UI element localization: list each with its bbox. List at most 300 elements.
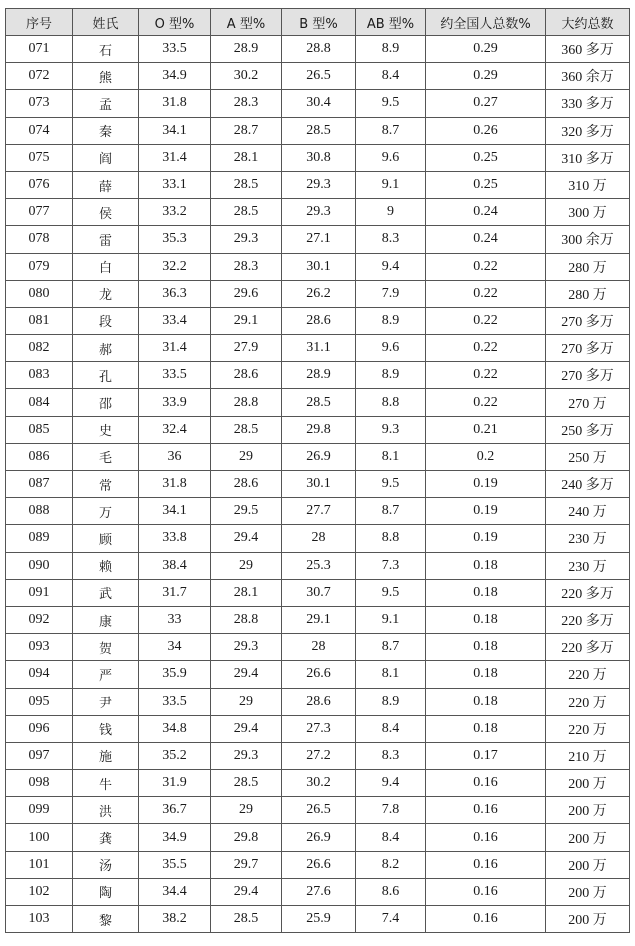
cell-surname: 白: [73, 253, 139, 280]
table-row: [6, 335, 630, 362]
cell-surname: 毛: [73, 443, 139, 470]
cell-type-b: 27.6: [282, 878, 356, 905]
cell-surname: 秦: [73, 117, 139, 144]
cell-population-percent: 0.16: [426, 878, 546, 905]
table-row: [6, 715, 630, 742]
cell-population-percent: 0.26: [426, 117, 546, 144]
table-row: [6, 878, 630, 905]
table-row: [6, 661, 630, 688]
blood-type-table: [5, 8, 630, 933]
cell-type-a: 28.1: [211, 579, 282, 606]
cell-surname: 陶: [73, 878, 139, 905]
cell-surname: 顾: [73, 525, 139, 552]
table-row: [6, 362, 630, 389]
cell-approx-total: 270 多万: [546, 335, 630, 362]
cell-type-b: 30.7: [282, 579, 356, 606]
cell-type-a: 28.7: [211, 117, 282, 144]
header-type-o: O 型%: [139, 9, 211, 36]
cell-index: 100: [6, 824, 73, 851]
cell-type-a: 29.3: [211, 634, 282, 661]
cell-surname: 黎: [73, 906, 139, 933]
cell-type-ab: 8.1: [356, 661, 426, 688]
cell-type-o: 33: [139, 606, 211, 633]
cell-index: 085: [6, 416, 73, 443]
cell-type-ab: 9: [356, 199, 426, 226]
cell-type-b: 28.6: [282, 688, 356, 715]
cell-surname: 武: [73, 579, 139, 606]
cell-type-a: 28.6: [211, 471, 282, 498]
cell-type-a: 29: [211, 443, 282, 470]
cell-type-o: 36.3: [139, 280, 211, 307]
cell-index: 080: [6, 280, 73, 307]
cell-approx-total: 200 万: [546, 770, 630, 797]
table-row: [6, 117, 630, 144]
cell-surname: 施: [73, 742, 139, 769]
cell-population-percent: 0.25: [426, 144, 546, 171]
cell-population-percent: 0.22: [426, 335, 546, 362]
cell-type-o: 33.5: [139, 688, 211, 715]
header-index: 序号: [6, 9, 73, 36]
cell-population-percent: 0.16: [426, 797, 546, 824]
cell-type-ab: 8.3: [356, 226, 426, 253]
cell-type-o: 34.9: [139, 63, 211, 90]
cell-approx-total: 220 万: [546, 688, 630, 715]
cell-type-ab: 9.3: [356, 416, 426, 443]
table-row: [6, 171, 630, 198]
cell-population-percent: 0.18: [426, 634, 546, 661]
cell-population-percent: 0.24: [426, 199, 546, 226]
cell-type-o: 31.7: [139, 579, 211, 606]
cell-type-o: 33.9: [139, 389, 211, 416]
cell-surname: 郝: [73, 335, 139, 362]
cell-population-percent: 0.18: [426, 606, 546, 633]
cell-approx-total: 330 多万: [546, 90, 630, 117]
cell-population-percent: 0.24: [426, 226, 546, 253]
cell-population-percent: 0.27: [426, 90, 546, 117]
cell-approx-total: 240 万: [546, 498, 630, 525]
table-row: [6, 280, 630, 307]
cell-type-a: 28.5: [211, 770, 282, 797]
table-header-row: [6, 9, 630, 36]
cell-type-o: 33.5: [139, 362, 211, 389]
cell-type-ab: 8.1: [356, 443, 426, 470]
cell-type-ab: 8.6: [356, 878, 426, 905]
table-row: [6, 144, 630, 171]
cell-index: 071: [6, 36, 73, 63]
cell-index: 094: [6, 661, 73, 688]
cell-type-a: 28.8: [211, 606, 282, 633]
table-row: [6, 226, 630, 253]
cell-type-ab: 9.1: [356, 171, 426, 198]
cell-population-percent: 0.16: [426, 851, 546, 878]
cell-type-o: 31.8: [139, 90, 211, 117]
cell-type-a: 28.9: [211, 36, 282, 63]
cell-approx-total: 250 万: [546, 443, 630, 470]
cell-type-ab: 9.4: [356, 770, 426, 797]
cell-type-b: 25.9: [282, 906, 356, 933]
cell-type-o: 33.5: [139, 36, 211, 63]
cell-type-o: 33.8: [139, 525, 211, 552]
cell-index: 090: [6, 552, 73, 579]
cell-index: 101: [6, 851, 73, 878]
cell-index: 098: [6, 770, 73, 797]
cell-type-b: 30.4: [282, 90, 356, 117]
cell-population-percent: 0.22: [426, 280, 546, 307]
cell-approx-total: 360 余万: [546, 63, 630, 90]
table-row: [6, 606, 630, 633]
cell-type-o: 31.8: [139, 471, 211, 498]
cell-type-b: 27.7: [282, 498, 356, 525]
cell-surname: 钱: [73, 715, 139, 742]
cell-type-ab: 7.9: [356, 280, 426, 307]
cell-type-a: 28.5: [211, 416, 282, 443]
cell-type-ab: 8.4: [356, 63, 426, 90]
cell-approx-total: 200 万: [546, 878, 630, 905]
cell-surname: 万: [73, 498, 139, 525]
cell-surname: 牛: [73, 770, 139, 797]
cell-type-b: 28.8: [282, 36, 356, 63]
cell-type-o: 38.2: [139, 906, 211, 933]
table-row: [6, 851, 630, 878]
table-row: [6, 634, 630, 661]
cell-type-o: 34: [139, 634, 211, 661]
cell-type-ab: 8.2: [356, 851, 426, 878]
cell-type-o: 34.1: [139, 117, 211, 144]
table-row: [6, 307, 630, 334]
cell-surname: 薛: [73, 171, 139, 198]
cell-type-o: 35.2: [139, 742, 211, 769]
table-row: [6, 443, 630, 470]
cell-type-a: 29.6: [211, 280, 282, 307]
cell-surname: 段: [73, 307, 139, 334]
cell-type-a: 29: [211, 552, 282, 579]
cell-type-a: 28.3: [211, 253, 282, 280]
cell-population-percent: 0.18: [426, 661, 546, 688]
cell-type-o: 34.9: [139, 824, 211, 851]
cell-population-percent: 0.17: [426, 742, 546, 769]
cell-type-a: 29.8: [211, 824, 282, 851]
cell-index: 073: [6, 90, 73, 117]
cell-type-ab: 8.4: [356, 715, 426, 742]
cell-surname: 龚: [73, 824, 139, 851]
cell-type-b: 28: [282, 634, 356, 661]
cell-type-b: 28: [282, 525, 356, 552]
cell-approx-total: 300 余万: [546, 226, 630, 253]
cell-surname: 孔: [73, 362, 139, 389]
cell-surname: 尹: [73, 688, 139, 715]
cell-index: 099: [6, 797, 73, 824]
cell-type-o: 34.1: [139, 498, 211, 525]
cell-approx-total: 320 多万: [546, 117, 630, 144]
cell-approx-total: 300 万: [546, 199, 630, 226]
cell-type-ab: 8.8: [356, 525, 426, 552]
cell-type-o: 31.9: [139, 770, 211, 797]
blood-type-table-container: [5, 8, 629, 933]
cell-type-ab: 8.3: [356, 742, 426, 769]
table-row: [6, 797, 630, 824]
table-row: [6, 199, 630, 226]
cell-approx-total: 280 万: [546, 280, 630, 307]
cell-population-percent: 0.19: [426, 525, 546, 552]
cell-type-b: 29.3: [282, 199, 356, 226]
cell-approx-total: 280 万: [546, 253, 630, 280]
cell-type-o: 32.4: [139, 416, 211, 443]
header-surname: 姓氏: [73, 9, 139, 36]
cell-approx-total: 220 万: [546, 661, 630, 688]
cell-index: 082: [6, 335, 73, 362]
cell-type-b: 27.1: [282, 226, 356, 253]
cell-type-ab: 9.5: [356, 471, 426, 498]
cell-type-b: 27.2: [282, 742, 356, 769]
cell-surname: 熊: [73, 63, 139, 90]
table-row: [6, 36, 630, 63]
cell-type-o: 35.3: [139, 226, 211, 253]
cell-population-percent: 0.18: [426, 552, 546, 579]
cell-type-a: 30.2: [211, 63, 282, 90]
cell-approx-total: 240 多万: [546, 471, 630, 498]
cell-index: 072: [6, 63, 73, 90]
cell-population-percent: 0.21: [426, 416, 546, 443]
cell-type-b: 30.1: [282, 253, 356, 280]
cell-type-o: 33.4: [139, 307, 211, 334]
cell-index: 083: [6, 362, 73, 389]
cell-type-ab: 7.3: [356, 552, 426, 579]
cell-surname: 史: [73, 416, 139, 443]
cell-surname: 洪: [73, 797, 139, 824]
cell-surname: 汤: [73, 851, 139, 878]
cell-surname: 石: [73, 36, 139, 63]
cell-population-percent: 0.16: [426, 770, 546, 797]
cell-type-b: 30.1: [282, 471, 356, 498]
cell-type-a: 28.8: [211, 389, 282, 416]
cell-type-a: 28.6: [211, 362, 282, 389]
cell-type-a: 29.4: [211, 715, 282, 742]
cell-index: 076: [6, 171, 73, 198]
cell-index: 078: [6, 226, 73, 253]
cell-index: 088: [6, 498, 73, 525]
cell-type-ab: 8.7: [356, 634, 426, 661]
cell-type-ab: 8.8: [356, 389, 426, 416]
cell-approx-total: 310 万: [546, 171, 630, 198]
cell-type-ab: 7.4: [356, 906, 426, 933]
cell-surname: 雷: [73, 226, 139, 253]
cell-population-percent: 0.19: [426, 471, 546, 498]
cell-type-ab: 8.4: [356, 824, 426, 851]
cell-approx-total: 200 万: [546, 906, 630, 933]
cell-population-percent: 0.16: [426, 906, 546, 933]
cell-index: 075: [6, 144, 73, 171]
cell-approx-total: 220 多万: [546, 634, 630, 661]
cell-type-a: 29.4: [211, 525, 282, 552]
cell-type-a: 29.7: [211, 851, 282, 878]
cell-index: 079: [6, 253, 73, 280]
table-row: [6, 471, 630, 498]
cell-approx-total: 270 多万: [546, 307, 630, 334]
table-row: [6, 906, 630, 933]
cell-population-percent: 0.22: [426, 307, 546, 334]
cell-surname: 侯: [73, 199, 139, 226]
cell-surname: 康: [73, 606, 139, 633]
table-row: [6, 90, 630, 117]
cell-index: 089: [6, 525, 73, 552]
cell-type-ab: 9.4: [356, 253, 426, 280]
cell-index: 091: [6, 579, 73, 606]
cell-index: 096: [6, 715, 73, 742]
cell-type-b: 29.3: [282, 171, 356, 198]
table-row: [6, 742, 630, 769]
cell-type-b: 30.8: [282, 144, 356, 171]
cell-approx-total: 270 万: [546, 389, 630, 416]
table-row: [6, 389, 630, 416]
cell-type-o: 36.7: [139, 797, 211, 824]
cell-type-o: 31.4: [139, 144, 211, 171]
cell-type-a: 28.3: [211, 90, 282, 117]
cell-surname: 贺: [73, 634, 139, 661]
cell-population-percent: 0.16: [426, 824, 546, 851]
cell-population-percent: 0.22: [426, 362, 546, 389]
cell-type-b: 26.2: [282, 280, 356, 307]
cell-type-ab: 8.7: [356, 117, 426, 144]
cell-approx-total: 250 多万: [546, 416, 630, 443]
cell-approx-total: 270 多万: [546, 362, 630, 389]
cell-type-b: 29.1: [282, 606, 356, 633]
cell-type-a: 28.5: [211, 199, 282, 226]
cell-type-ab: 8.9: [356, 362, 426, 389]
cell-type-o: 33.1: [139, 171, 211, 198]
cell-type-a: 29.4: [211, 878, 282, 905]
cell-surname: 邵: [73, 389, 139, 416]
cell-population-percent: 0.29: [426, 63, 546, 90]
cell-population-percent: 0.18: [426, 579, 546, 606]
cell-type-b: 28.6: [282, 307, 356, 334]
cell-type-b: 26.6: [282, 851, 356, 878]
cell-approx-total: 230 万: [546, 552, 630, 579]
cell-approx-total: 200 万: [546, 797, 630, 824]
cell-approx-total: 200 万: [546, 824, 630, 851]
cell-type-o: 35.9: [139, 661, 211, 688]
cell-type-a: 27.9: [211, 335, 282, 362]
table-row: [6, 552, 630, 579]
cell-type-o: 36: [139, 443, 211, 470]
cell-index: 103: [6, 906, 73, 933]
cell-type-a: 29: [211, 688, 282, 715]
cell-type-b: 27.3: [282, 715, 356, 742]
cell-type-ab: 9.6: [356, 335, 426, 362]
header-approx-total: 大约总数: [546, 9, 630, 36]
cell-approx-total: 310 多万: [546, 144, 630, 171]
cell-type-b: 30.2: [282, 770, 356, 797]
table-row: [6, 253, 630, 280]
cell-type-a: 28.5: [211, 171, 282, 198]
cell-approx-total: 220 万: [546, 715, 630, 742]
cell-type-b: 28.5: [282, 389, 356, 416]
table-row: [6, 525, 630, 552]
cell-index: 095: [6, 688, 73, 715]
table-row: [6, 688, 630, 715]
cell-type-b: 25.3: [282, 552, 356, 579]
cell-approx-total: 200 万: [546, 851, 630, 878]
cell-type-ab: 8.9: [356, 36, 426, 63]
cell-population-percent: 0.25: [426, 171, 546, 198]
cell-surname: 严: [73, 661, 139, 688]
cell-approx-total: 210 万: [546, 742, 630, 769]
cell-type-a: 29.3: [211, 742, 282, 769]
cell-type-o: 34.8: [139, 715, 211, 742]
cell-approx-total: 230 万: [546, 525, 630, 552]
cell-surname: 孟: [73, 90, 139, 117]
cell-index: 097: [6, 742, 73, 769]
cell-type-a: 29.3: [211, 226, 282, 253]
cell-approx-total: 220 多万: [546, 606, 630, 633]
cell-type-o: 35.5: [139, 851, 211, 878]
cell-approx-total: 220 多万: [546, 579, 630, 606]
cell-index: 093: [6, 634, 73, 661]
cell-population-percent: 0.2: [426, 443, 546, 470]
cell-population-percent: 0.19: [426, 498, 546, 525]
header-type-b: B 型%: [282, 9, 356, 36]
cell-index: 086: [6, 443, 73, 470]
cell-type-o: 33.2: [139, 199, 211, 226]
cell-type-a: 29.5: [211, 498, 282, 525]
cell-index: 087: [6, 471, 73, 498]
cell-type-a: 28.1: [211, 144, 282, 171]
cell-type-a: 29: [211, 797, 282, 824]
cell-index: 077: [6, 199, 73, 226]
cell-population-percent: 0.22: [426, 253, 546, 280]
cell-type-b: 26.9: [282, 443, 356, 470]
table-row: [6, 770, 630, 797]
cell-type-ab: 8.7: [356, 498, 426, 525]
cell-surname: 赖: [73, 552, 139, 579]
header-population-percent: 约全国人总数%: [426, 9, 546, 36]
cell-index: 084: [6, 389, 73, 416]
cell-type-ab: 7.8: [356, 797, 426, 824]
header-type-ab: AB 型%: [356, 9, 426, 36]
cell-type-a: 29.1: [211, 307, 282, 334]
cell-index: 081: [6, 307, 73, 334]
cell-population-percent: 0.22: [426, 389, 546, 416]
table-row: [6, 63, 630, 90]
cell-population-percent: 0.18: [426, 688, 546, 715]
cell-type-o: 32.2: [139, 253, 211, 280]
table-row: [6, 579, 630, 606]
cell-type-ab: 8.9: [356, 688, 426, 715]
cell-type-b: 31.1: [282, 335, 356, 362]
cell-type-o: 31.4: [139, 335, 211, 362]
cell-type-b: 26.6: [282, 661, 356, 688]
cell-type-ab: 9.1: [356, 606, 426, 633]
cell-type-o: 38.4: [139, 552, 211, 579]
cell-type-b: 28.9: [282, 362, 356, 389]
cell-type-b: 26.5: [282, 797, 356, 824]
cell-type-ab: 9.5: [356, 90, 426, 117]
cell-approx-total: 360 多万: [546, 36, 630, 63]
cell-type-b: 29.8: [282, 416, 356, 443]
cell-population-percent: 0.18: [426, 715, 546, 742]
cell-type-ab: 9.5: [356, 579, 426, 606]
table-row: [6, 824, 630, 851]
table-row: [6, 498, 630, 525]
cell-type-b: 26.9: [282, 824, 356, 851]
header-type-a: A 型%: [211, 9, 282, 36]
cell-type-o: 34.4: [139, 878, 211, 905]
table-row: [6, 416, 630, 443]
cell-index: 102: [6, 878, 73, 905]
cell-surname: 常: [73, 471, 139, 498]
cell-type-a: 29.4: [211, 661, 282, 688]
cell-type-ab: 9.6: [356, 144, 426, 171]
cell-index: 074: [6, 117, 73, 144]
